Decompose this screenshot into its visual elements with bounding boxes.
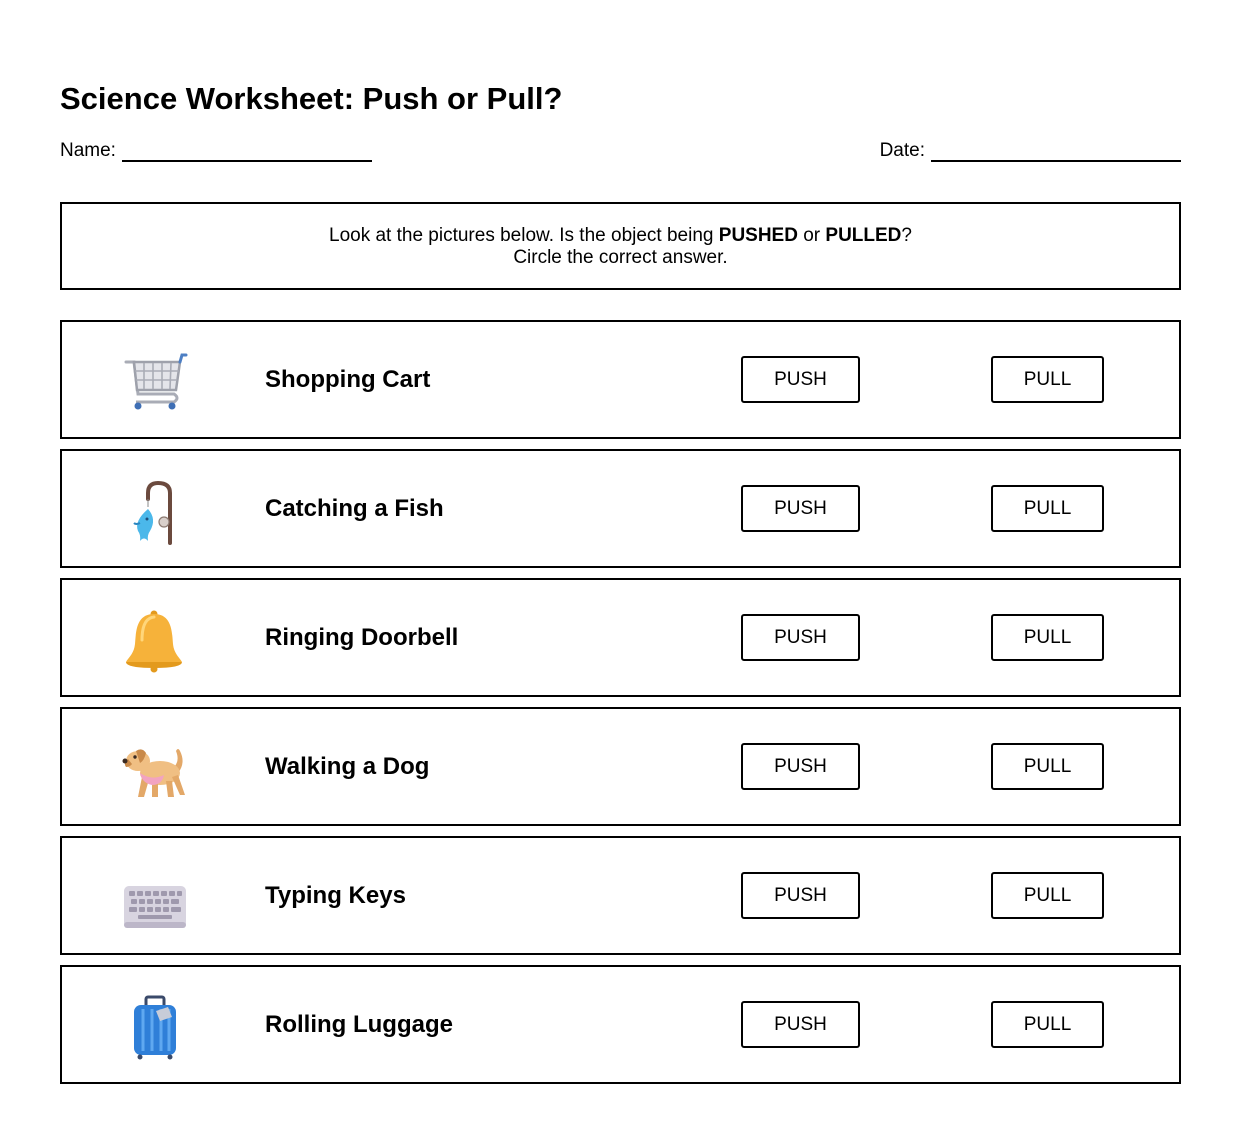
pulled-keyword: PULLED <box>825 225 902 246</box>
push-option[interactable]: PUSH <box>741 743 860 790</box>
question-row <box>60 707 1181 826</box>
date-field <box>880 140 1181 162</box>
luggage-icon <box>122 995 188 1061</box>
name-blank-line[interactable] <box>122 146 372 162</box>
name-field <box>60 140 372 162</box>
name-label: Name: <box>60 140 116 161</box>
push-option[interactable]: PUSH <box>741 872 860 919</box>
page-title: Science Worksheet: Push or Pull? <box>60 81 563 116</box>
keyboard-icon <box>122 866 188 932</box>
pull-option[interactable]: PULL <box>991 614 1104 661</box>
question-label: Typing Keys <box>265 882 406 909</box>
push-option[interactable]: PUSH <box>741 1001 860 1048</box>
push-option[interactable]: PUSH <box>741 356 860 403</box>
fishing-pole-icon <box>122 479 188 545</box>
pull-option[interactable]: PULL <box>991 485 1104 532</box>
question-row <box>60 836 1181 955</box>
instructions-box <box>60 202 1181 290</box>
shopping-cart-icon <box>122 350 188 416</box>
push-option[interactable]: PUSH <box>741 614 860 661</box>
question-row <box>60 578 1181 697</box>
question-row <box>60 449 1181 568</box>
question-label: Shopping Cart <box>265 366 431 393</box>
question-row <box>60 320 1181 439</box>
question-label: Rolling Luggage <box>265 1011 453 1038</box>
bell-icon <box>122 608 188 674</box>
pull-option[interactable]: PULL <box>991 743 1104 790</box>
question-label: Ringing Doorbell <box>265 624 459 651</box>
instructions-line-1: Look at the pictures below. Is the object being PUSHED or PULLED? <box>329 225 912 246</box>
push-option[interactable]: PUSH <box>741 485 860 532</box>
pushed-keyword: PUSHED <box>718 225 798 246</box>
pull-option[interactable]: PULL <box>991 356 1104 403</box>
date-blank-line[interactable] <box>931 146 1181 162</box>
dog-icon <box>122 737 188 803</box>
question-label: Catching a Fish <box>265 495 444 522</box>
question-row <box>60 965 1181 1084</box>
pull-option[interactable]: PULL <box>991 1001 1104 1048</box>
question-list <box>60 320 1181 1094</box>
pull-option[interactable]: PULL <box>991 872 1104 919</box>
instructions-line-2: Circle the correct answer. <box>513 247 728 268</box>
date-label: Date: <box>879 140 925 161</box>
question-label: Walking a Dog <box>265 753 430 780</box>
